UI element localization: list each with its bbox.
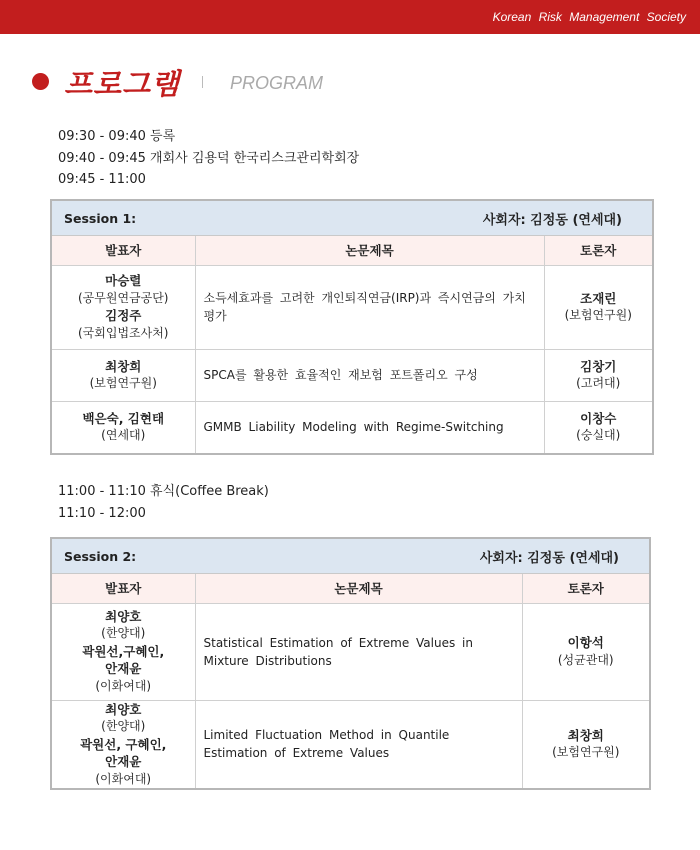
table-header-row [52, 574, 649, 603]
session-label: Session 1: [64, 210, 137, 226]
presenter-name: 안재윤 [105, 661, 142, 677]
session-table [52, 236, 652, 453]
column-header-paper: 논문제목 [195, 236, 544, 265]
agenda-line: 09:30 - 09:40 등록 [58, 129, 176, 144]
session-2-table [50, 537, 651, 790]
paper-title-cell: Limited Fluctuation Method in Quantile Estimation of Extreme Values [195, 700, 522, 788]
column-header-discussant: 토론자 [544, 236, 652, 265]
page-title [32, 62, 672, 102]
presenter-cell [52, 401, 195, 453]
agenda-line: 11:00 - 11:10 휴식(Coffee Break) [58, 484, 269, 499]
presenter-affiliation: (연세대) [101, 428, 146, 443]
paper-title-cell: 소득세효과를 고려한 개인퇴직연금(IRP)과 즉시연금의 가치 평가 [195, 265, 544, 349]
table-row [52, 349, 652, 401]
presenter-affiliation: (이화여대) [95, 771, 152, 786]
presenter-cell [52, 603, 195, 700]
presenter-name: 안재윤 [105, 754, 142, 769]
table-row [52, 603, 649, 700]
discussant-affiliation: (보험연구원) [564, 308, 632, 322]
presenter-name: 최양호 [105, 701, 142, 717]
column-header-discussant: 토론자 [522, 574, 649, 603]
presenter-affiliation: (국회입법조사처) [77, 325, 169, 340]
presenter-affiliation: (이화여대) [95, 678, 152, 693]
title-divider [202, 76, 203, 88]
presenter-affiliation: (한양대) [101, 719, 146, 733]
presenter-cell [52, 700, 195, 788]
session-1-table [50, 199, 654, 455]
column-header-paper: 논문제목 [195, 574, 522, 603]
agenda-break [58, 481, 269, 524]
discussant-affiliation: (숭실대) [576, 428, 621, 443]
discussant-affiliation: (보험연구원) [552, 745, 620, 760]
title-english: PROGRAM [230, 73, 324, 93]
table-row [52, 700, 649, 788]
session-header [52, 539, 649, 574]
session-header [52, 201, 652, 236]
discussant-cell [544, 349, 652, 401]
discussant-cell [544, 401, 652, 453]
title-korean: 프로그램 [64, 67, 181, 101]
presenter-name: 곽원선,구혜인, [82, 643, 165, 659]
discussant-name: 최창희 [567, 727, 604, 743]
table-header-row [52, 236, 652, 265]
presenter-affiliation: (보험연구원) [89, 376, 157, 390]
session-table [52, 574, 649, 788]
header-bar [0, 0, 700, 34]
presenter-name: 곽원선, 구혜인, [80, 736, 167, 752]
bullet-dot-icon [32, 73, 49, 90]
presenter-cell [52, 265, 195, 349]
discussant-cell [544, 265, 652, 349]
presenter-name: 최창희 [105, 358, 142, 374]
discussant-affiliation: (성균관대) [557, 652, 614, 667]
presenter-affiliation: (한양대) [101, 626, 146, 641]
presenter-name: 백은숙, 김현태 [82, 410, 165, 426]
discussant-name: 김창기 [580, 358, 617, 374]
discussant-name: 조재린 [580, 290, 617, 306]
discussant-name: 이항석 [567, 635, 604, 650]
column-header-presenter: 발표자 [52, 574, 195, 603]
agenda-morning [58, 126, 359, 191]
agenda-line: 09:40 - 09:45 개회사 김용덕 한국리스크관리학회장 [58, 150, 360, 166]
session-moderator: 사회자: 김정동 (연세대) [482, 212, 622, 228]
agenda-line: 11:10 - 12:00 [58, 505, 146, 521]
society-name: Korean Risk Management Society [492, 10, 686, 24]
presenter-affiliation: (공무원연금공단) [77, 290, 169, 305]
presenter-name: 김정주 [105, 308, 142, 323]
discussant-name: 이창수 [580, 410, 617, 426]
table-row [52, 265, 652, 349]
session-moderator: 사회자: 김정동 (연세대) [479, 550, 619, 566]
presenter-cell [52, 349, 195, 401]
presenter-name: 최양호 [105, 608, 142, 624]
paper-title-cell: SPCA를 활용한 효율적인 재보험 포트폴리오 구성 [195, 349, 544, 401]
presenter-name: 마승렬 [105, 273, 142, 288]
paper-title-cell: GMMB Liability Modeling with Regime-Switching [195, 401, 544, 453]
discussant-cell [522, 700, 649, 788]
column-header-presenter: 발표자 [52, 236, 195, 265]
table-row [52, 401, 652, 453]
paper-title-cell: Statistical Estimation of Extreme Values in Mixture Distributions [195, 603, 522, 700]
discussant-affiliation: (고려대) [576, 376, 621, 390]
discussant-cell [522, 603, 649, 700]
session-label: Session 2: [64, 548, 137, 564]
agenda-line: 09:45 - 11:00 [58, 172, 146, 187]
